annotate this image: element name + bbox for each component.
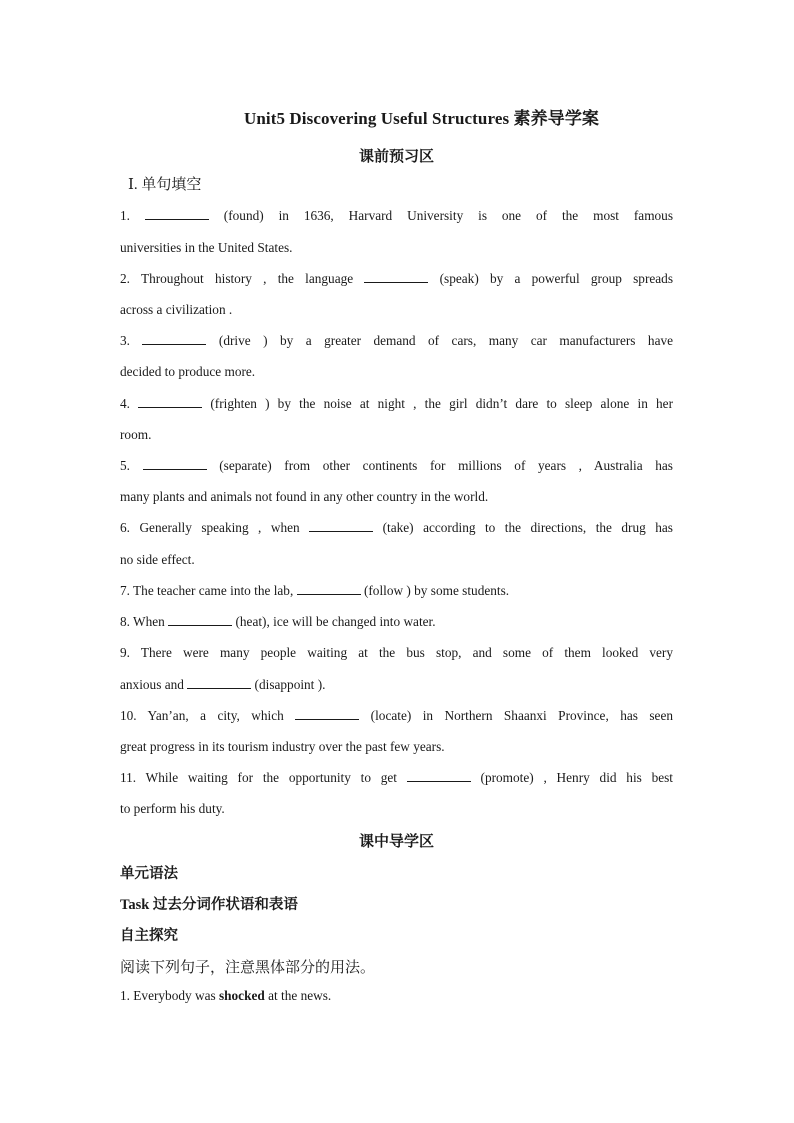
exercise-8-line-1: 8. When (heat), ice will be changed into water. <box>120 614 436 629</box>
part-one-heading: Ⅰ. 单句填空 <box>128 177 202 193</box>
exercise-1-line-1: 1. (found) in 1636, Harvard University is one of the most famous <box>120 208 674 223</box>
task-heading: Task 过去分词作状语和表语 <box>120 897 298 913</box>
answer-blank[interactable] <box>145 206 209 220</box>
answer-blank[interactable] <box>309 518 373 532</box>
exercise-11-line-2: to perform his duty. <box>120 801 225 816</box>
self-explore-heading: 自主探究 <box>120 928 178 944</box>
instruction-text: 阅读下列句子，注意黑体部分的用法。 <box>120 960 376 976</box>
exercise-9-line-2: anxious and (disappoint ). <box>120 677 326 692</box>
exercise-3-line-2: decided to produce more. <box>120 364 256 379</box>
exercise-6-line-1: 6. Generally speaking , when (take) according to the directions, the drug has <box>120 520 673 535</box>
bold-participle: shocked <box>218 988 265 1003</box>
exercise-2-line-2: across a civilization . <box>120 302 233 317</box>
answer-blank[interactable] <box>138 394 202 408</box>
answer-blank[interactable] <box>187 675 251 689</box>
answer-blank[interactable] <box>142 331 206 345</box>
exercise-4-line-1: 4. (frighten ) by the noise at night , the girl didn’t dare to sleep alone in her <box>120 396 673 411</box>
grammar-heading: 单元语法 <box>120 866 178 882</box>
exercise-7-line-1: 7. The teacher came into the lab, (follow ) by some students. <box>120 583 510 598</box>
section-in-class-heading: 课中导学区 <box>358 834 434 850</box>
answer-blank[interactable] <box>364 269 428 283</box>
exercise-10-line-1: 10. Yan’an, a city, which (locate) in Northern Shaanxi Province, has seen <box>120 708 673 723</box>
exercise-2-line-1: 2. Throughout history , the language (speak) by a powerful group spreads <box>120 271 673 286</box>
page-title: Unit5 Discovering Useful Structures 素养导学案 <box>243 109 600 128</box>
section-preview-heading: 课前预习区 <box>358 149 434 165</box>
answer-blank[interactable] <box>168 612 232 626</box>
exercise-11-line-1: 11. While waiting for the opportunity to get (promote) , Henry did his best <box>120 770 673 785</box>
exercise-10-line-2: great progress in its tourism industry over the past few years. <box>120 739 445 754</box>
exercise-4-line-2: room. <box>120 427 152 442</box>
exercise-1-line-2: universities in the United States. <box>120 240 293 255</box>
exercise-9-line-1: 9. There were many people waiting at the bus stop, and some of them looked very <box>120 645 673 660</box>
exercise-6-line-2: no side effect. <box>120 552 195 567</box>
answer-blank[interactable] <box>407 768 471 782</box>
answer-blank[interactable] <box>295 706 359 720</box>
answer-blank[interactable] <box>143 456 207 470</box>
answer-blank[interactable] <box>297 581 361 595</box>
exercise-3-line-1: 3. (drive ) by a greater demand of cars, many car manufacturers have <box>120 333 674 348</box>
example-sentence-1: 1. Everybody was shocked at the news. <box>120 988 332 1003</box>
exercise-5-line-1: 5. (separate) from other continents for millions of years , Australia has <box>120 458 673 473</box>
exercise-5-line-2: many plants and animals not found in any other country in the world. <box>120 489 489 504</box>
